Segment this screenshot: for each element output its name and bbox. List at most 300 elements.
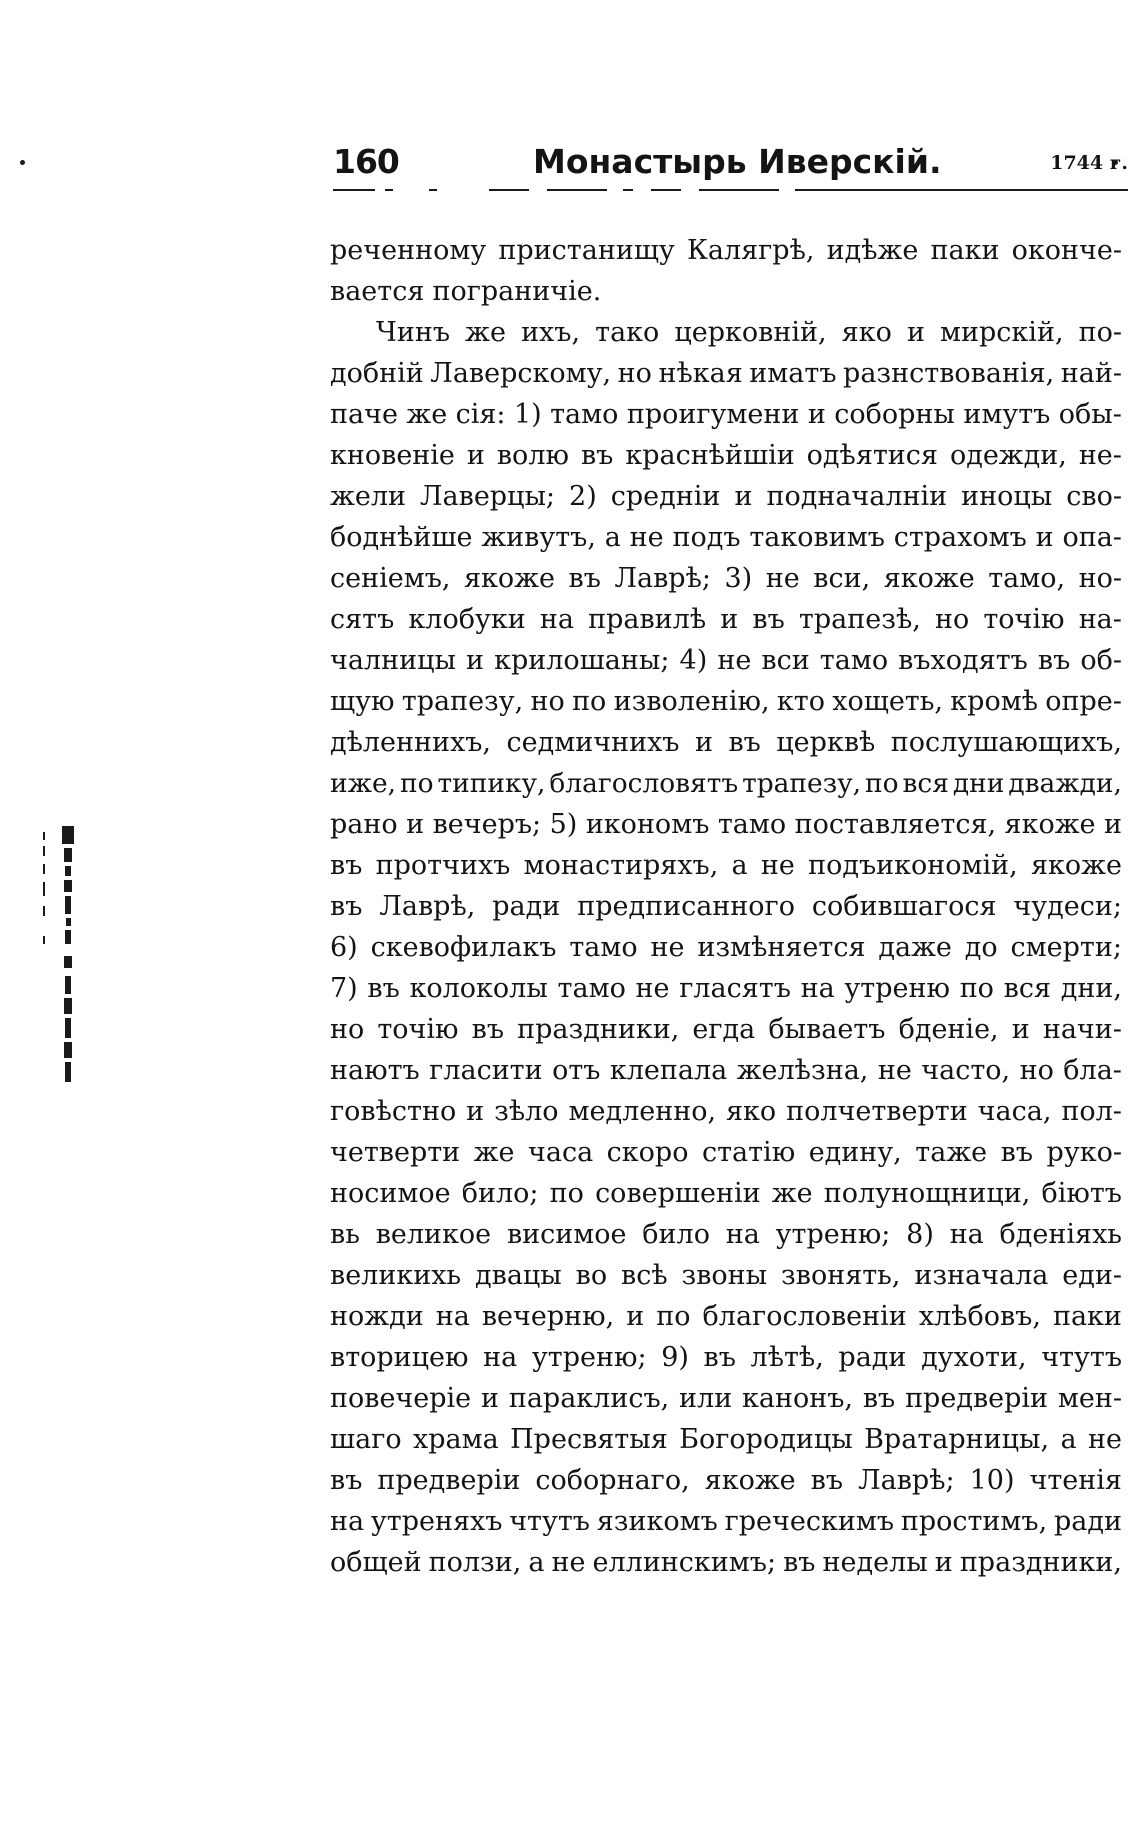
word: по: [572, 686, 607, 717]
word: тамо: [819, 645, 889, 676]
word: совершеніи: [595, 1178, 761, 1209]
word: 3): [724, 563, 753, 594]
word: въ: [752, 604, 785, 635]
word: скевофилакъ: [370, 932, 557, 963]
word: якоже: [464, 563, 555, 594]
word: благословеніи: [702, 1301, 907, 1332]
word: жели: [330, 481, 406, 512]
text-line: [330, 640, 1122, 681]
text-line: [330, 845, 1122, 886]
word: біютъ: [1041, 1178, 1122, 1209]
word: въ: [728, 727, 761, 758]
word: гласятъ: [679, 973, 791, 1004]
word: лѣтѣ,: [750, 1342, 824, 1373]
word: и: [807, 399, 826, 430]
word: не-: [1078, 440, 1122, 471]
word: еди-: [1062, 1260, 1122, 1291]
word: измѣняется: [697, 932, 866, 963]
word: поставляется,: [794, 809, 997, 840]
word: утреню;: [775, 1219, 891, 1250]
word: изволенію,: [613, 686, 770, 717]
word: въ: [330, 1465, 363, 1496]
text-line: [330, 230, 1122, 271]
word: и: [934, 1547, 953, 1578]
word: тамо: [550, 399, 619, 430]
word: и: [906, 317, 925, 348]
word: 9): [661, 1342, 689, 1373]
word: по: [549, 1178, 584, 1209]
word: въ: [810, 1465, 844, 1496]
word: и: [1035, 522, 1054, 553]
library-stamp-mark: [40, 826, 80, 1086]
text-line: [330, 681, 1122, 722]
word: таковимъ: [749, 522, 885, 553]
word: церквѣ: [776, 727, 876, 758]
word: вторицею: [330, 1342, 469, 1373]
word: язикомъ: [596, 1506, 718, 1537]
text-line: [330, 435, 1122, 476]
word: иноцы: [961, 481, 1053, 512]
text-line: [330, 558, 1122, 599]
word: не: [629, 522, 664, 553]
word: въ: [580, 440, 614, 471]
word: канонъ,: [742, 1383, 854, 1414]
word: подъ: [672, 522, 741, 553]
text-line: [330, 1255, 1122, 1296]
word: руко-: [1046, 1137, 1122, 1168]
word: носимое: [330, 1178, 451, 1209]
word: въ: [1037, 645, 1071, 676]
word: ради: [1053, 1506, 1122, 1537]
word: кто: [776, 686, 825, 717]
word: по: [399, 768, 434, 799]
word: правилѣ: [588, 604, 707, 635]
text-line: [330, 1460, 1122, 1501]
word: Вратарницы,: [864, 1424, 1050, 1455]
word: дни: [952, 768, 1005, 799]
word: праздники,: [517, 1014, 680, 1045]
word: соборны: [834, 399, 955, 430]
word: обы-: [1058, 399, 1122, 430]
word: добній: [330, 358, 424, 389]
word: тамо,: [988, 563, 1066, 594]
paragraph-first-line: [330, 312, 1122, 353]
word: говѣстно: [330, 1096, 457, 1127]
word: во: [575, 1260, 608, 1291]
word: пол-: [1061, 1096, 1122, 1127]
word: на: [435, 1301, 470, 1332]
word: чудеси;: [1013, 891, 1122, 922]
word: вается: [330, 276, 425, 307]
word: въ: [568, 563, 601, 594]
word: по: [865, 768, 899, 799]
word: оконче-: [1011, 235, 1122, 266]
word: часто,: [921, 1055, 1011, 1086]
text-line: [330, 886, 1122, 927]
word: и: [734, 481, 753, 512]
word: опре-: [1045, 686, 1122, 717]
word: не: [760, 850, 795, 881]
word: най-: [1060, 358, 1122, 389]
word: же: [465, 317, 506, 348]
word: 1): [513, 399, 542, 430]
word: сія:: [455, 399, 506, 430]
word: ихъ,: [521, 317, 581, 348]
word: послушающихъ,: [890, 727, 1122, 758]
body-text: [330, 230, 1122, 1583]
word: клобуки: [408, 604, 526, 635]
word: утреню;: [531, 1342, 647, 1373]
word: но: [617, 358, 652, 389]
header-rule: [333, 188, 1128, 192]
word: живутъ,: [481, 522, 596, 553]
word: вь: [330, 1219, 360, 1250]
word: висимое: [506, 1219, 627, 1250]
word: же: [473, 1137, 515, 1168]
word: двацы: [475, 1260, 562, 1291]
word: а: [528, 1547, 545, 1578]
text-line: [330, 271, 1122, 312]
word: ножди: [330, 1301, 424, 1332]
word: краснѣйшіи: [625, 440, 795, 471]
word: утреню: [844, 973, 950, 1004]
word: ради: [492, 891, 561, 922]
word: предверіи: [377, 1465, 521, 1496]
word: трапезѣ,: [798, 604, 921, 635]
word: тако: [595, 317, 660, 348]
word: четверти: [330, 1137, 461, 1168]
word: не: [717, 645, 752, 676]
word: не: [765, 563, 800, 594]
word: въ: [330, 891, 363, 922]
word: рано: [330, 809, 398, 840]
word: или: [679, 1383, 733, 1414]
word: крилошаны;: [494, 645, 670, 676]
word: но-: [1078, 563, 1122, 594]
word: церковній,: [674, 317, 827, 348]
word: начи-: [1042, 1014, 1122, 1045]
word: въ: [783, 1547, 816, 1578]
word: икономъ: [585, 809, 710, 840]
word: дважди,: [1008, 768, 1122, 799]
word: монастиряхъ,: [523, 850, 719, 881]
word: параклисъ,: [508, 1383, 670, 1414]
word: Лаврѣ;: [858, 1465, 955, 1496]
word: и: [626, 1301, 645, 1332]
word: въ: [862, 1383, 896, 1414]
word: статію: [701, 1137, 796, 1168]
word: по: [959, 973, 994, 1004]
word: простимъ,: [900, 1506, 1048, 1537]
word: якоже: [883, 563, 975, 594]
word: но: [330, 1014, 365, 1045]
word: зѣло: [494, 1096, 559, 1127]
word: средніи: [610, 481, 721, 512]
text-line: [330, 394, 1122, 435]
text-line: [330, 1542, 1122, 1583]
word: медленно,: [568, 1096, 717, 1127]
word: и: [720, 604, 739, 635]
page-number: 160: [333, 142, 399, 181]
word: но: [934, 604, 970, 635]
word: и: [1011, 1014, 1030, 1045]
word: 7): [330, 973, 358, 1004]
word: вся: [902, 768, 949, 799]
word: соборнаго,: [535, 1465, 690, 1496]
word: и: [466, 1096, 485, 1127]
word: еллинскимъ;: [592, 1547, 777, 1578]
word: ради: [838, 1342, 907, 1373]
word: великихь: [330, 1260, 462, 1291]
word: на: [330, 1506, 365, 1537]
word: Пресвятыя: [510, 1424, 668, 1455]
word: иматъ: [749, 358, 837, 389]
text-line: [330, 968, 1122, 1009]
word: полунощници,: [823, 1178, 1031, 1209]
word: не: [1087, 1424, 1122, 1455]
word: но: [530, 686, 565, 717]
word: страхомъ: [893, 522, 1027, 553]
word: неделы: [822, 1547, 928, 1578]
word: тамо: [717, 809, 787, 840]
word: чтутъ: [509, 1506, 590, 1537]
word: Богородицы: [679, 1424, 853, 1455]
text-line: [330, 1173, 1122, 1214]
text-line: [330, 763, 1122, 804]
word: сво-: [1066, 481, 1122, 512]
word: наютъ: [330, 1055, 420, 1086]
running-header: [333, 142, 1128, 186]
word: пристанищу: [498, 235, 675, 266]
word: яко: [841, 317, 892, 348]
word: праздники,: [959, 1547, 1122, 1578]
word: Лаврѣ,: [379, 891, 476, 922]
word: имутъ: [963, 399, 1051, 430]
running-title: Монастырь Иверскій.: [533, 142, 942, 181]
word: кромѣ: [950, 686, 1038, 717]
word: храма: [413, 1424, 499, 1455]
word: бденіяхь: [999, 1219, 1122, 1250]
word: хощеть,: [832, 686, 944, 717]
word: а: [604, 522, 621, 553]
word: утреняхъ: [370, 1506, 503, 1537]
word: протчихъ: [375, 850, 511, 881]
word: таже: [915, 1137, 988, 1168]
word: сеніемъ,: [330, 563, 451, 594]
word: по-: [1078, 317, 1122, 348]
word: нѣкая: [658, 358, 743, 389]
text-line: [330, 476, 1122, 517]
word: великое: [375, 1219, 492, 1250]
year-marker: 1744 г.: [1050, 152, 1128, 174]
word: вся: [1003, 973, 1052, 1004]
text-line: [330, 1214, 1122, 1255]
word: вечеръ;: [432, 809, 542, 840]
word: не: [877, 1055, 912, 1086]
word: предверіи: [905, 1383, 1049, 1414]
word: паче: [330, 399, 398, 430]
word: колоколы: [409, 973, 548, 1004]
word: до: [964, 932, 998, 963]
word: едину,: [808, 1137, 902, 1168]
word: часа,: [977, 1096, 1052, 1127]
word: общей: [330, 1547, 422, 1578]
text-line: [330, 1050, 1122, 1091]
word: на: [949, 1219, 984, 1250]
text-line: [330, 1501, 1122, 1542]
word: разнствованія,: [843, 358, 1055, 389]
text-line: [330, 1378, 1122, 1419]
word: по: [656, 1301, 691, 1332]
word: на: [539, 604, 574, 635]
word: благословятъ: [549, 768, 739, 799]
word: не: [650, 932, 685, 963]
word: дѣленнихъ,: [330, 727, 492, 758]
word: на: [800, 973, 835, 1004]
word: повечеріе: [330, 1383, 472, 1414]
text-line: [330, 1009, 1122, 1050]
text-line: [330, 927, 1122, 968]
word: проигумени: [626, 399, 800, 430]
word: изначала: [914, 1260, 1049, 1291]
word: пограничіе.: [432, 276, 602, 307]
word: трапезу,: [401, 686, 524, 717]
word: Чинъ: [376, 317, 451, 348]
text-line: [330, 599, 1122, 640]
word: 2): [569, 481, 597, 512]
word: паки: [1052, 1301, 1122, 1332]
word: въ: [367, 973, 400, 1004]
word: гласити: [429, 1055, 543, 1086]
word: звонять,: [781, 1260, 901, 1291]
word: и: [406, 809, 425, 840]
text-line: [330, 517, 1122, 558]
word: собившагося: [811, 891, 997, 922]
word: не: [551, 1547, 586, 1578]
word: мен-: [1057, 1383, 1122, 1414]
word: греческимъ: [724, 1506, 895, 1537]
word: сятъ: [330, 604, 395, 635]
word: яко: [726, 1096, 777, 1127]
word: вси: [761, 645, 810, 676]
word: чалницы: [330, 645, 456, 676]
word: якоже: [704, 1465, 796, 1496]
word: даже: [878, 932, 952, 963]
left-margin-dot: [20, 160, 25, 165]
word: а: [731, 850, 748, 881]
word: 10): [969, 1465, 1015, 1496]
word: Лаверцы;: [419, 481, 556, 512]
word: якоже: [1004, 809, 1096, 840]
word: ползи,: [428, 1547, 522, 1578]
word: тамо: [569, 932, 638, 963]
word: 8): [906, 1219, 934, 1250]
word: въ: [703, 1342, 736, 1373]
word: тамо: [557, 973, 626, 1004]
word: и: [466, 440, 485, 471]
word: иже,: [330, 768, 396, 799]
word: чтутъ: [1041, 1342, 1122, 1373]
word: подъикономій,: [808, 850, 1018, 881]
word: а: [1060, 1424, 1077, 1455]
word: въ: [471, 1014, 505, 1045]
word: типику,: [437, 768, 546, 799]
word: и: [694, 727, 713, 758]
word: на: [483, 1342, 518, 1373]
word: точію: [377, 1014, 459, 1045]
word: егда: [692, 1014, 756, 1045]
word: предписанного: [577, 891, 795, 922]
word: точію: [983, 604, 1065, 635]
word: дни,: [1060, 973, 1122, 1004]
text-line: [330, 353, 1122, 394]
word: било;: [461, 1178, 539, 1209]
word: 5): [549, 809, 578, 840]
word: всѣ: [621, 1260, 668, 1291]
word: Лаверскому,: [430, 358, 612, 389]
word: и: [1103, 809, 1122, 840]
word: полчетверти: [786, 1096, 968, 1127]
word: и: [481, 1383, 499, 1414]
word: одежди,: [949, 440, 1067, 471]
word: въ: [330, 850, 363, 881]
word: вечерню,: [481, 1301, 615, 1332]
word: Калягрѣ,: [686, 235, 815, 266]
word: об-: [1080, 645, 1122, 676]
text-line: [330, 1091, 1122, 1132]
word: отъ: [552, 1055, 601, 1086]
word: же: [771, 1178, 813, 1209]
word: желѣзна,: [736, 1055, 869, 1086]
word: на-: [1078, 604, 1122, 635]
word: трапезу,: [742, 768, 862, 799]
word: часа: [528, 1137, 594, 1168]
word: 6): [330, 932, 358, 963]
word: духоти,: [921, 1342, 1027, 1373]
word: мирскій,: [940, 317, 1064, 348]
word: же: [406, 399, 448, 430]
word: бденіе,: [898, 1014, 999, 1045]
word: смерти;: [1010, 932, 1122, 963]
word: скоро: [606, 1137, 689, 1168]
text-line: [330, 804, 1122, 845]
word: бла-: [1063, 1055, 1122, 1086]
text-line: [330, 1296, 1122, 1337]
word: хлѣбовъ,: [918, 1301, 1041, 1332]
word: звоны: [681, 1260, 768, 1291]
word: шаго: [330, 1424, 402, 1455]
word: но: [1019, 1055, 1054, 1086]
word: вси,: [813, 563, 871, 594]
word: въходятъ: [898, 645, 1028, 676]
text-line: [330, 1419, 1122, 1460]
word: подначалніи: [766, 481, 948, 512]
word: седмичнихъ: [506, 727, 680, 758]
word: кновеніе: [330, 440, 455, 471]
word: бываетъ: [768, 1014, 886, 1045]
word: щую: [330, 686, 395, 717]
word: якоже: [1031, 850, 1122, 881]
word: Лаврѣ;: [614, 563, 711, 594]
word: на: [725, 1219, 760, 1250]
word: и: [466, 645, 485, 676]
word: одѣятися: [806, 440, 938, 471]
word: 4): [679, 645, 708, 676]
text-line: [330, 722, 1122, 763]
word: реченному: [330, 235, 487, 266]
word: волю: [496, 440, 569, 471]
word: въ: [1000, 1137, 1034, 1168]
